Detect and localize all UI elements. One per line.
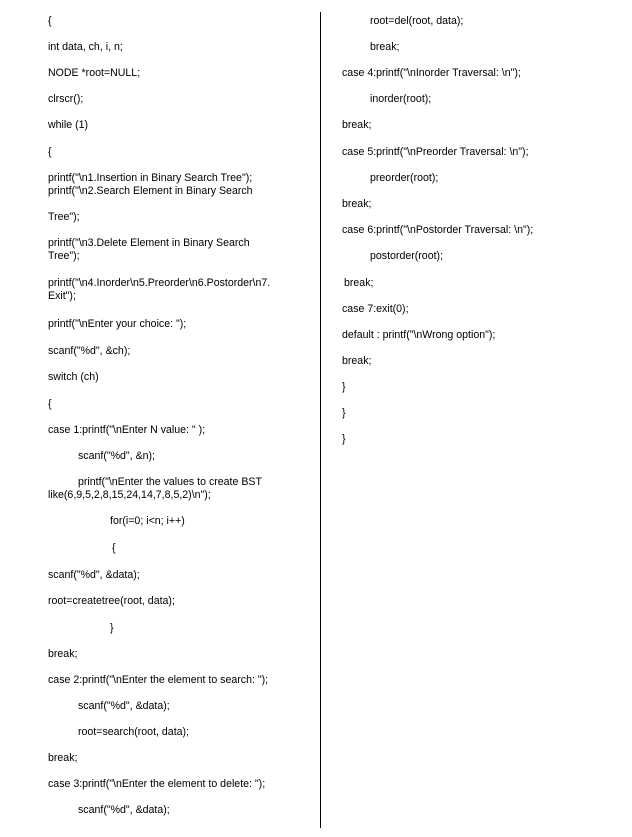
code-line: like(6,9,5,2,8,15,24,14,7,8,5,2)\n"); — [48, 489, 211, 501]
code-line: root=search(root, data); — [78, 726, 189, 738]
code-line: printf("\n3.Delete Element in Binary Search — [48, 237, 250, 249]
code-line: } — [342, 381, 346, 393]
code-line: Tree"); — [48, 250, 80, 262]
code-line: printf("\nEnter the values to create BST — [78, 476, 262, 488]
code-line: case 2:printf("\nEnter the element to search: "); — [48, 674, 269, 686]
code-line: { — [48, 15, 52, 27]
code-line: scanf("%d", &n); — [78, 450, 155, 462]
code-line: break; — [344, 277, 374, 289]
code-line: break; — [48, 648, 78, 660]
code-line: { — [48, 146, 52, 158]
code-line: Exit"); — [48, 290, 76, 302]
code-line: for(i=0; i<n; i++) — [110, 515, 185, 527]
code-line: scanf("%d", &data); — [78, 804, 170, 816]
code-line: scanf("%d", &data); — [48, 569, 140, 581]
code-line: NODE *root=NULL; — [48, 67, 141, 79]
code-line: Tree"); — [48, 211, 80, 223]
code-line: { — [112, 542, 116, 554]
code-line: printf("\n1.Insertion in Binary Search Tree"); — [48, 172, 253, 184]
code-line: break; — [342, 119, 372, 131]
code-line: printf("\nEnter your choice: "); — [48, 318, 187, 330]
code-line: preorder(root); — [370, 172, 439, 184]
code-line: printf("\n2.Search Element in Binary Search — [48, 185, 253, 197]
code-line: root=createtree(root, data); — [48, 595, 175, 607]
code-line: postorder(root); — [370, 250, 444, 262]
code-line: case 5:printf("\nPreorder Traversal: \n"); — [342, 146, 529, 158]
code-line: inorder(root); — [370, 93, 432, 105]
code-line: { — [48, 398, 52, 410]
code-line: break; — [48, 752, 78, 764]
code-line: case 3:printf("\nEnter the element to delete: "); — [48, 778, 266, 790]
code-line: } — [110, 622, 114, 634]
code-line: clrscr(); — [48, 93, 84, 105]
code-line: scanf("%d", &ch); — [48, 345, 131, 357]
code-line: switch (ch) — [48, 371, 99, 383]
code-line: case 7:exit(0); — [342, 303, 409, 315]
code-line: root=del(root, data); — [370, 15, 464, 27]
code-line: } — [342, 433, 346, 445]
code-line: case 6:printf("\nPostorder Traversal: \n"); — [342, 224, 534, 236]
code-line: case 1:printf("\nEnter N value: " ); — [48, 424, 206, 436]
code-line: default : printf("\nWrong option"); — [342, 329, 496, 341]
code-line: while (1) — [48, 119, 89, 131]
code-line: break; — [342, 198, 372, 210]
code-line: printf("\n4.Inorder\n5.Preorder\n6.Postorder\n7. — [48, 277, 271, 289]
code-line: break; — [370, 41, 400, 53]
code-line: case 4:printf("\nInorder Traversal: \n"); — [342, 67, 521, 79]
code-line: } — [342, 407, 346, 419]
code-line: int data, ch, i, n; — [48, 41, 123, 53]
column-divider — [320, 12, 321, 828]
code-line: break; — [342, 355, 372, 367]
code-line: scanf("%d", &data); — [78, 700, 170, 712]
